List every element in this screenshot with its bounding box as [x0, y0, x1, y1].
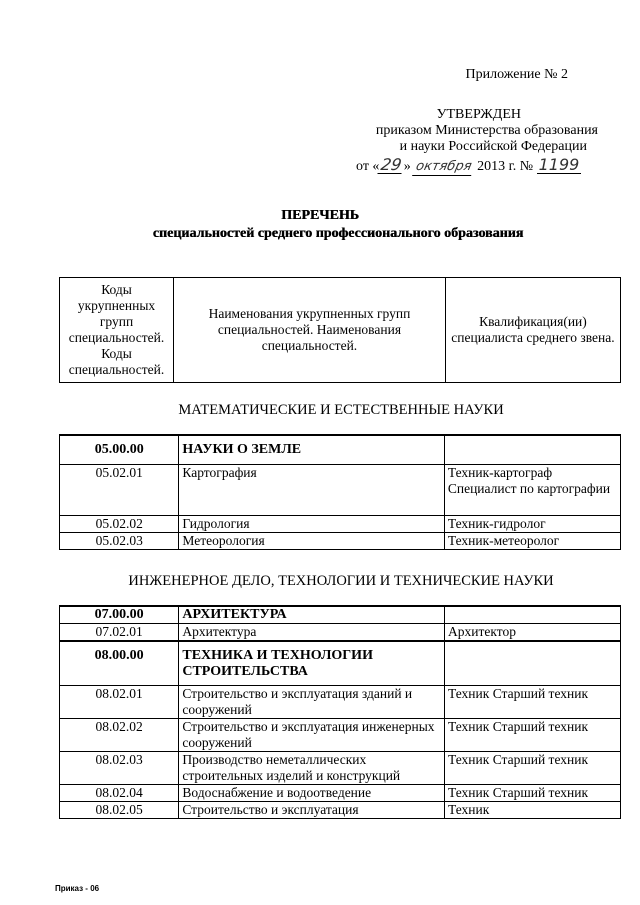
- column-header-table: [59, 277, 621, 383]
- code-cell: 05.02.01: [60, 464, 179, 515]
- qualification-cell: Техник-гидролог: [444, 515, 620, 532]
- order-line-1: приказом Министерства образования: [375, 123, 598, 138]
- table-row: [60, 515, 621, 532]
- date-year: 2013 г. №: [477, 159, 534, 174]
- date-prefix: от «: [356, 159, 380, 174]
- qualification-cell: Техник: [445, 801, 621, 818]
- date-mid: »: [403, 159, 411, 174]
- table-row: [60, 641, 621, 685]
- name-cell: Строительство и эксплуатация зданий и сооружений: [179, 685, 445, 718]
- table-row: [60, 435, 621, 464]
- table-row: [60, 801, 621, 818]
- code-cell: 05.02.03: [60, 532, 179, 549]
- code-cell: 07.02.01: [60, 624, 179, 642]
- specialties-table: [59, 434, 621, 550]
- qualification-cell: Техник Старший техник: [445, 784, 621, 801]
- order-date: [356, 156, 581, 176]
- table-row: [60, 624, 621, 642]
- qualification-cell: [445, 641, 621, 685]
- name-cell: Производство неметаллических строительных изделий и конструкций: [179, 751, 445, 784]
- approved-label: УТВЕРЖДЕН: [436, 107, 521, 122]
- name-cell: ТЕХНИКА И ТЕХНОЛОГИИ СТРОИТЕЛЬСТВА: [179, 641, 445, 685]
- specialties-table: [59, 605, 621, 819]
- qualification-cell: [444, 435, 620, 464]
- code-cell: 05.02.02: [60, 515, 179, 532]
- table-row: [60, 718, 621, 751]
- code-cell: 07.00.00: [60, 606, 179, 624]
- table-row: [60, 532, 621, 549]
- name-cell: Гидрология: [179, 515, 444, 532]
- section-title: ИНЖЕНЕРНОЕ ДЕЛО, ТЕХНОЛОГИИ И ТЕХНИЧЕСКИЕ НАУКИ: [128, 573, 554, 589]
- name-cell: Картография: [179, 464, 444, 515]
- appendix-label: Приложение № 2: [465, 67, 568, 82]
- qualification-cell: Техник-картограф Специалист по картографии: [444, 464, 620, 515]
- name-cell: Архитектура: [179, 624, 445, 642]
- code-cell: 08.02.05: [60, 801, 179, 818]
- order-line-2: и науки Российской Федерации: [399, 139, 587, 154]
- qualification-cell: Техник-метеоролог: [444, 532, 620, 549]
- code-cell: 08.02.02: [60, 718, 179, 751]
- qualification-cell: Техник Старший техник: [445, 751, 621, 784]
- name-cell: АРХИТЕКТУРА: [179, 606, 445, 624]
- qualification-cell: Архитектор: [445, 624, 621, 642]
- qualification-cell: [445, 606, 621, 624]
- list-title: ПЕРЕЧЕНЬ: [281, 208, 359, 223]
- table-row: [60, 464, 621, 515]
- qualification-column-header: Квалификация(ии) специалиста среднего звена.: [445, 278, 620, 383]
- name-cell: Строительство и эксплуатация инженерных сооружений: [179, 718, 445, 751]
- code-cell: 08.02.03: [60, 751, 179, 784]
- table-row: [60, 784, 621, 801]
- name-cell: НАУКИ О ЗЕМЛЕ: [179, 435, 444, 464]
- codes-column-header: Коды укрупненных групп специальностей. Коды специальностей.: [60, 278, 174, 383]
- order-number-handwritten: 1199: [538, 155, 580, 174]
- table-row: [60, 685, 621, 718]
- table-row: [60, 751, 621, 784]
- page-footer: Приказ - 06: [55, 884, 100, 893]
- names-column-header: Наименования укрупненных групп специальностей. Наименования специальностей.: [174, 278, 446, 383]
- name-cell: Строительство и эксплуатация: [179, 801, 445, 818]
- list-subtitle: специальностей среднего профессионального образования: [152, 226, 524, 241]
- section-title: МАТЕМАТИЧЕСКИЕ И ЕСТЕСТВЕННЫЕ НАУКИ: [178, 402, 504, 418]
- qualification-cell: Техник Старший техник: [445, 718, 621, 751]
- date-month-handwritten: октября: [412, 158, 475, 176]
- name-cell: Водоснабжение и водоотведение: [179, 784, 445, 801]
- qualification-cell: Техник Старший техник: [445, 685, 621, 718]
- code-cell: 08.00.00: [60, 641, 179, 685]
- table-row: [60, 606, 621, 624]
- code-cell: 08.02.04: [60, 784, 179, 801]
- code-cell: 05.00.00: [60, 435, 179, 464]
- code-cell: 08.02.01: [60, 685, 179, 718]
- name-cell: Метеорология: [179, 532, 444, 549]
- date-day-handwritten: 29: [379, 155, 404, 174]
